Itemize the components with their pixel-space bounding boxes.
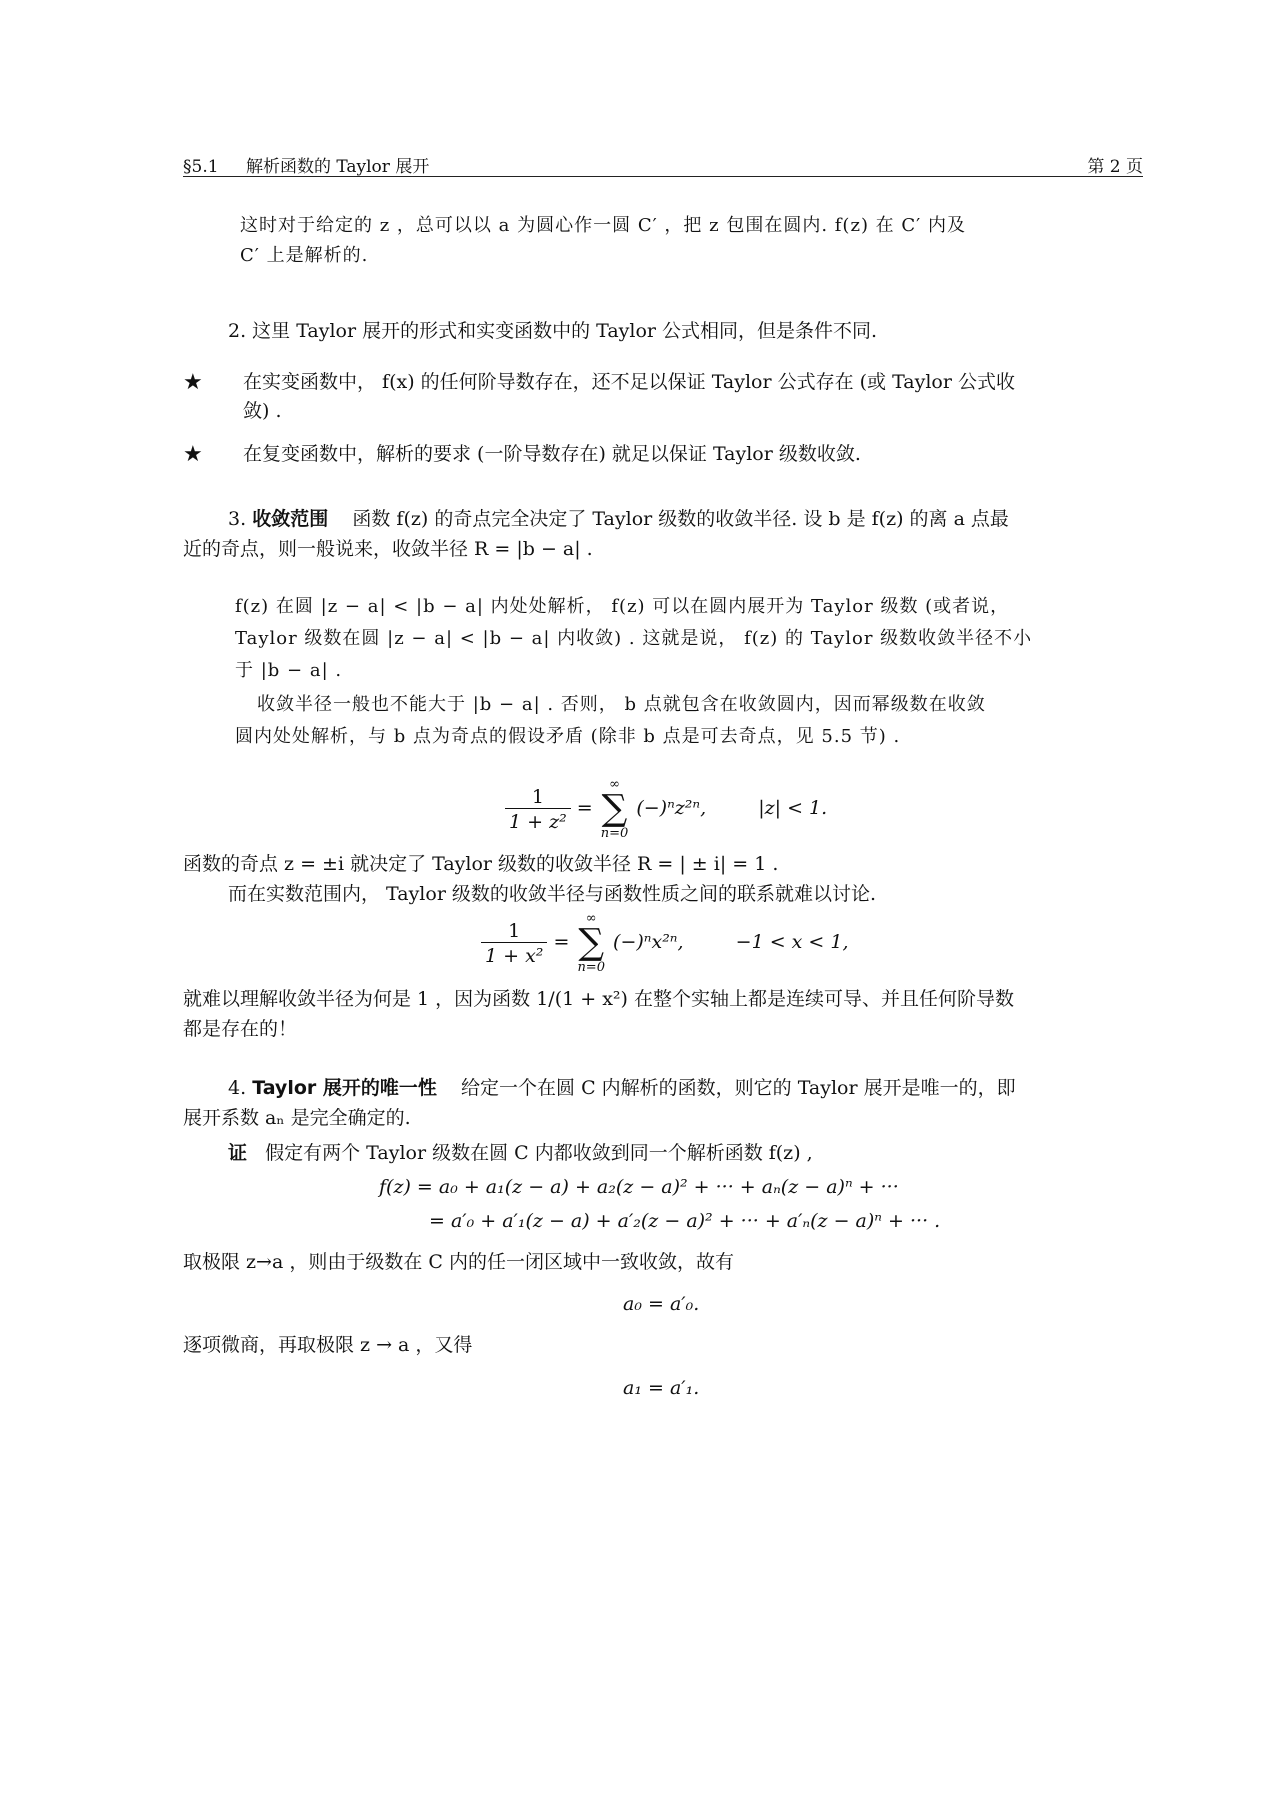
bullet2: 在复变函数中，解析的要求 (一阶导数存在) 就足以保证 Taylor 级数收敛. [243, 443, 861, 465]
item-4-line1 [228, 1076, 1016, 1100]
eq2-fraction [481, 920, 547, 967]
item-3-heading: 收敛范围 [252, 508, 329, 530]
eq2-condition: −1 < x < 1, [735, 931, 849, 953]
eq2-equals: = [553, 931, 570, 953]
after-eq2-line2: 都是存在的！ [183, 1018, 298, 1040]
proof-line1 [228, 1141, 813, 1165]
document-page [183, 0, 1143, 1793]
proof-line3: 逐项微商，再取极限 z → a ，又得 [183, 1334, 473, 1356]
eq1-sum-lower: n=0 [600, 826, 629, 841]
equation-1 [505, 778, 827, 840]
star-icon: ★ [183, 442, 203, 467]
page-number: 第 2 页 [1087, 157, 1143, 177]
page-header [183, 152, 1143, 177]
proof-text-1: 假定有两个 Taylor 级数在圆 C 内都收敛到同一个解析函数 f(z) , [265, 1142, 813, 1164]
item-3-text: 函数 f(z) 的奇点完全决定了 Taylor 级数的收敛半径. 设 b 是 f(z) 的离 a 点最 [352, 508, 1009, 530]
note-line2: Taylor 级数在圆 |z − a| < |b − a| 内收敛) . 这就是说， f(z) 的 Taylor 级数收敛半径不小 [235, 628, 1033, 649]
eq2-denominator: 1 + x² [481, 942, 547, 967]
eq1-denominator: 1 + z² [505, 808, 571, 833]
eq1-fraction [505, 786, 571, 833]
proof-equation-d: a₁ = a′₁. [623, 1377, 700, 1399]
bullet1-line1: 在实变函数中， f(x) 的任何阶导数存在，还不足以保证 Taylor 公式存在 (或 Taylor 公式收 [243, 371, 1015, 393]
proof-equation-a: f(z) = a₀ + a₁(z − a) + a₂(z − a)² + ··· + aₙ(z − a)ⁿ + ··· [379, 1176, 899, 1198]
eq1-term: (−)ⁿz²ⁿ, [636, 797, 707, 819]
eq1-condition: |z| < 1. [758, 797, 828, 819]
eq1-sum-upper: ∞ [609, 777, 620, 792]
section-title: 解析函数的 Taylor 展开 [245, 157, 430, 177]
note-line4: 收敛半径一般也不能大于 |b − a| . 否则， b 点就包含在收敛圆内，因而幂级数在收敛 [257, 694, 986, 715]
section-number: §5.1 [183, 157, 219, 177]
after-eq2-line1: 就难以理解收敛半径为何是 1 ，因为函数 1/(1 + x²) 在整个实轴上都是连续可导、并且任何阶导数 [183, 988, 1014, 1010]
eq1-sum [601, 778, 629, 840]
eq2-sum-upper: ∞ [585, 911, 597, 926]
proof-label: 证 [228, 1142, 248, 1164]
note-line1: f(z) 在圆 |z − a| < |b − a| 内处处解析， f(z) 可以在圆内展开为 Taylor 级数 (或者说， [235, 596, 1010, 617]
after-eq1-line1: 函数的奇点 z = ±i 就决定了 Taylor 级数的收敛半径 R = | ± i| = 1 . [183, 853, 779, 875]
item-2: 2. 这里 Taylor 展开的形式和实变函数中的 Taylor 公式相同，但是条件不同. [228, 320, 878, 342]
item-3-line2: 近的奇点，则一般说来，收敛半径 R = |b − a| . [183, 538, 593, 560]
item-3-line1 [228, 507, 1009, 531]
p1-line1: 这时对于给定的 z ，总可以以 a 为圆心作一圆 C′ ，把 z 包围在圆内. f(z) 在 C′ 内及 [240, 215, 966, 236]
eq1-numerator: 1 [531, 785, 544, 808]
header-left [183, 152, 429, 177]
item-4-heading: Taylor 展开的唯一性 [252, 1077, 437, 1099]
after-eq1-line2: 而在实数范围内， Taylor 级数的收敛半径与函数性质之间的联系就难以讨论. [228, 883, 876, 905]
item-3-number: 3. [228, 508, 247, 530]
proof-line2: 取极限 z→a ，则由于级数在 C 内的任一闭区域中一致收敛，故有 [183, 1251, 734, 1273]
p1-line2: C′ 上是解析的. [240, 245, 369, 266]
eq2-sum-lower: n=0 [577, 960, 605, 975]
note-line5: 圆内处处解析，与 b 点为奇点的假设矛盾 (除非 b 点是可去奇点，见 5.5 节) . [235, 726, 901, 747]
proof-equation-c: a₀ = a′₀. [623, 1293, 700, 1315]
sigma-icon: ∑ [601, 788, 628, 829]
item-4-line2: 展开系数 aₙ 是完全确定的. [183, 1107, 411, 1129]
eq1-equals: = [576, 797, 593, 819]
eq2-numerator: 1 [508, 919, 521, 942]
note-line3: 于 |b − a| . [235, 660, 343, 681]
equation-2 [481, 912, 849, 974]
bullet1-line2: 敛) . [243, 400, 282, 422]
proof-equation-b: = a′₀ + a′₁(z − a) + a′₂(z − a)² + ··· + a′ₙ(z − a)ⁿ + ··· . [429, 1210, 941, 1232]
sigma-icon: ∑ [578, 922, 605, 963]
star-icon: ★ [183, 370, 203, 395]
eq2-sum [577, 912, 605, 974]
item-4-text: 给定一个在圆 C 内解析的函数，则它的 Taylor 展开是唯一的，即 [461, 1077, 1016, 1099]
item-4-number: 4. [228, 1077, 247, 1099]
eq2-term: (−)ⁿx²ⁿ, [613, 931, 684, 953]
